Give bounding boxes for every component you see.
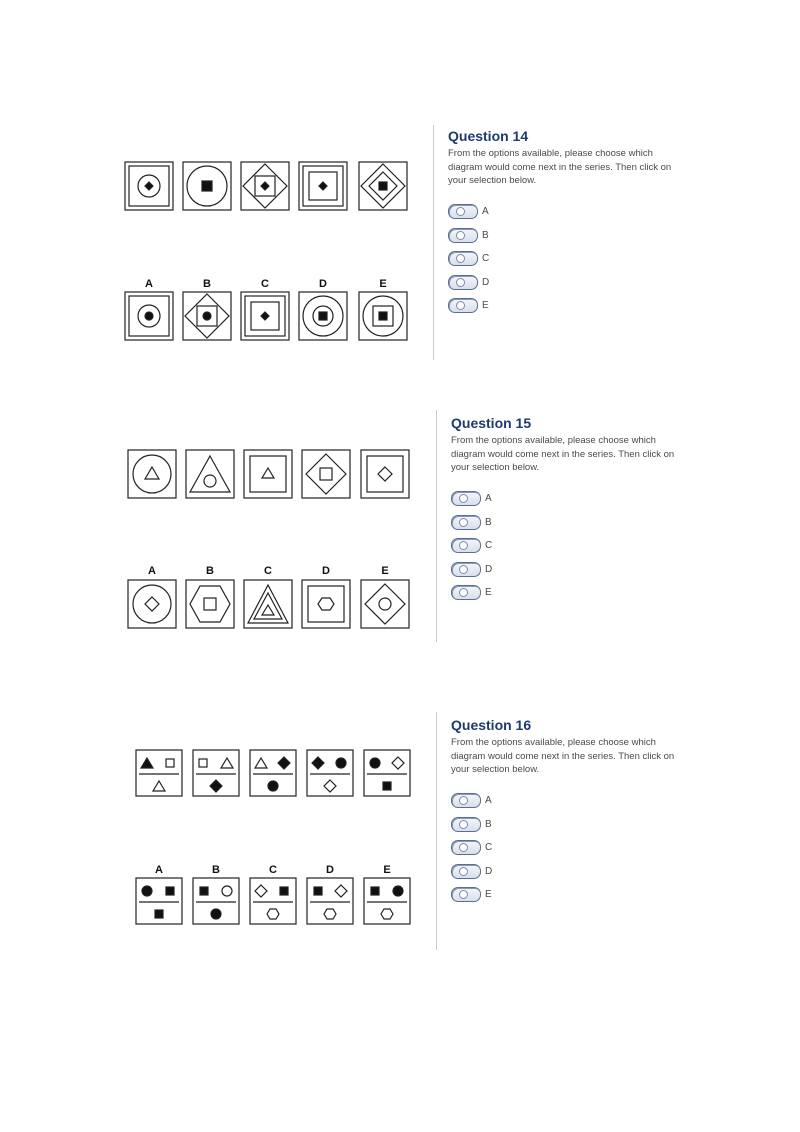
answer-option-e[interactable] (451, 886, 691, 904)
q14-option-b (183, 292, 231, 340)
radio-button[interactable] (448, 204, 478, 219)
q15-series-5 (361, 450, 409, 498)
radio-button[interactable] (451, 887, 481, 902)
radio-button[interactable] (448, 228, 478, 243)
answer-option-b[interactable] (451, 513, 691, 531)
q16-series-2 (193, 750, 239, 796)
q14-option-b-label: B (203, 278, 211, 290)
radio-button[interactable] (451, 864, 481, 879)
answer-option-a[interactable] (451, 490, 691, 508)
radio-button[interactable] (451, 515, 481, 530)
q15-option-e (361, 580, 409, 628)
q16-series-4 (307, 750, 353, 796)
radio-button[interactable] (451, 538, 481, 553)
answer-option-label: C (485, 842, 493, 853)
question-instructions: From the options available, please choose which diagram would come next in the series. Then click on your selection below. (448, 148, 672, 186)
q16-series-3 (250, 750, 296, 796)
question-16-figures (0, 710, 430, 960)
q15-option-b-label: B (206, 565, 214, 577)
q16-series-1 (136, 750, 182, 796)
q14-option-c (241, 292, 289, 340)
q16-option-c-label: C (269, 864, 277, 876)
q14-option-c-label: C (261, 278, 269, 290)
q15-series-2 (186, 450, 234, 498)
q15-option-b (186, 580, 234, 628)
answer-option-c[interactable] (451, 839, 691, 857)
question-16 (0, 710, 800, 960)
answer-option-e[interactable] (448, 297, 688, 315)
answer-option-d[interactable] (451, 862, 691, 880)
q15-option-c (244, 580, 292, 628)
question-title: Question 15 (451, 415, 532, 431)
q16-option-d (307, 878, 353, 924)
answer-option-c[interactable] (448, 250, 688, 268)
question-title: Question 16 (451, 717, 532, 733)
q16-option-e (364, 878, 410, 924)
answer-option-a[interactable] (451, 792, 691, 810)
answer-option-label: D (485, 865, 493, 877)
q14-series-5 (359, 162, 407, 210)
question-instructions: From the options available, please choose which diagram would come next in the series. Then click on your selection below. (451, 737, 675, 775)
q15-series-4 (302, 450, 350, 498)
q14-series-2 (183, 162, 231, 210)
q15-option-d-label: D (322, 565, 330, 577)
answer-option-label: A (485, 493, 492, 504)
q16-option-c (250, 878, 296, 924)
radio-button[interactable] (451, 491, 481, 506)
answer-option-label: D (482, 276, 490, 288)
answer-option-label: A (482, 206, 489, 217)
answer-option-label: E (485, 889, 492, 900)
divider (436, 410, 437, 642)
answer-options (451, 490, 691, 602)
question-14-panel (448, 128, 688, 320)
question-16-diagrams (0, 710, 430, 960)
radio-button[interactable] (451, 585, 481, 600)
q15-option-d (302, 580, 350, 628)
answer-options (451, 792, 691, 904)
answer-option-b[interactable] (448, 226, 688, 244)
question-14 (0, 120, 800, 370)
q15-option-c-label: C (264, 565, 272, 577)
radio-button[interactable] (448, 251, 478, 266)
question-15 (0, 408, 800, 658)
answer-option-d[interactable] (451, 560, 691, 578)
answer-option-label: C (482, 253, 490, 264)
divider (436, 712, 437, 950)
answer-option-c[interactable] (451, 537, 691, 555)
divider (433, 125, 434, 360)
q15-option-e-label: E (381, 565, 389, 577)
answer-option-a[interactable] (448, 203, 688, 221)
radio-button[interactable] (448, 298, 478, 313)
radio-button[interactable] (451, 840, 481, 855)
answer-options (448, 203, 688, 315)
q14-option-d (299, 292, 347, 340)
question-15-panel (451, 415, 691, 607)
q14-option-a-label: A (145, 278, 153, 290)
answer-option-b[interactable] (451, 815, 691, 833)
q14-series-3 (241, 162, 289, 210)
answer-option-label: B (485, 818, 492, 830)
q15-option-a-label: A (148, 565, 156, 577)
q15-series-1 (128, 450, 176, 498)
q16-option-d-label: D (326, 864, 334, 876)
question-14-figures (0, 120, 430, 370)
question-14-diagrams (0, 120, 430, 370)
q16-option-b-label: B (212, 864, 220, 876)
radio-button[interactable] (448, 275, 478, 290)
q14-option-a (125, 292, 173, 340)
question-16-panel (451, 717, 691, 909)
question-15-diagrams (0, 408, 430, 658)
answer-option-e[interactable] (451, 584, 691, 602)
q14-option-e (359, 292, 407, 340)
q14-series-4 (299, 162, 347, 210)
q15-series-3 (244, 450, 292, 498)
q16-series-5 (364, 750, 410, 796)
radio-button[interactable] (451, 793, 481, 808)
q16-option-a-label: A (155, 864, 163, 876)
answer-option-label: D (485, 563, 493, 575)
radio-button[interactable] (451, 562, 481, 577)
answer-option-label: E (482, 300, 489, 311)
answer-option-label: A (485, 795, 492, 806)
q16-option-e-label: E (383, 864, 391, 876)
q14-series-1 (125, 162, 173, 210)
q16-option-a (136, 878, 182, 924)
q14-option-e-label: E (379, 278, 387, 290)
answer-option-label: C (485, 540, 493, 551)
answer-option-d[interactable] (448, 273, 688, 291)
answer-option-label: B (485, 516, 492, 528)
radio-button[interactable] (451, 817, 481, 832)
q16-option-b (193, 878, 239, 924)
q15-option-a (128, 580, 176, 628)
question-15-figures (0, 408, 430, 658)
question-instructions: From the options available, please choose which diagram would come next in the series. Then click on your selection below. (451, 435, 675, 473)
q14-option-d-label: D (319, 278, 327, 290)
answer-option-label: B (482, 229, 489, 241)
answer-option-label: E (485, 587, 492, 598)
question-title: Question 14 (448, 128, 529, 144)
